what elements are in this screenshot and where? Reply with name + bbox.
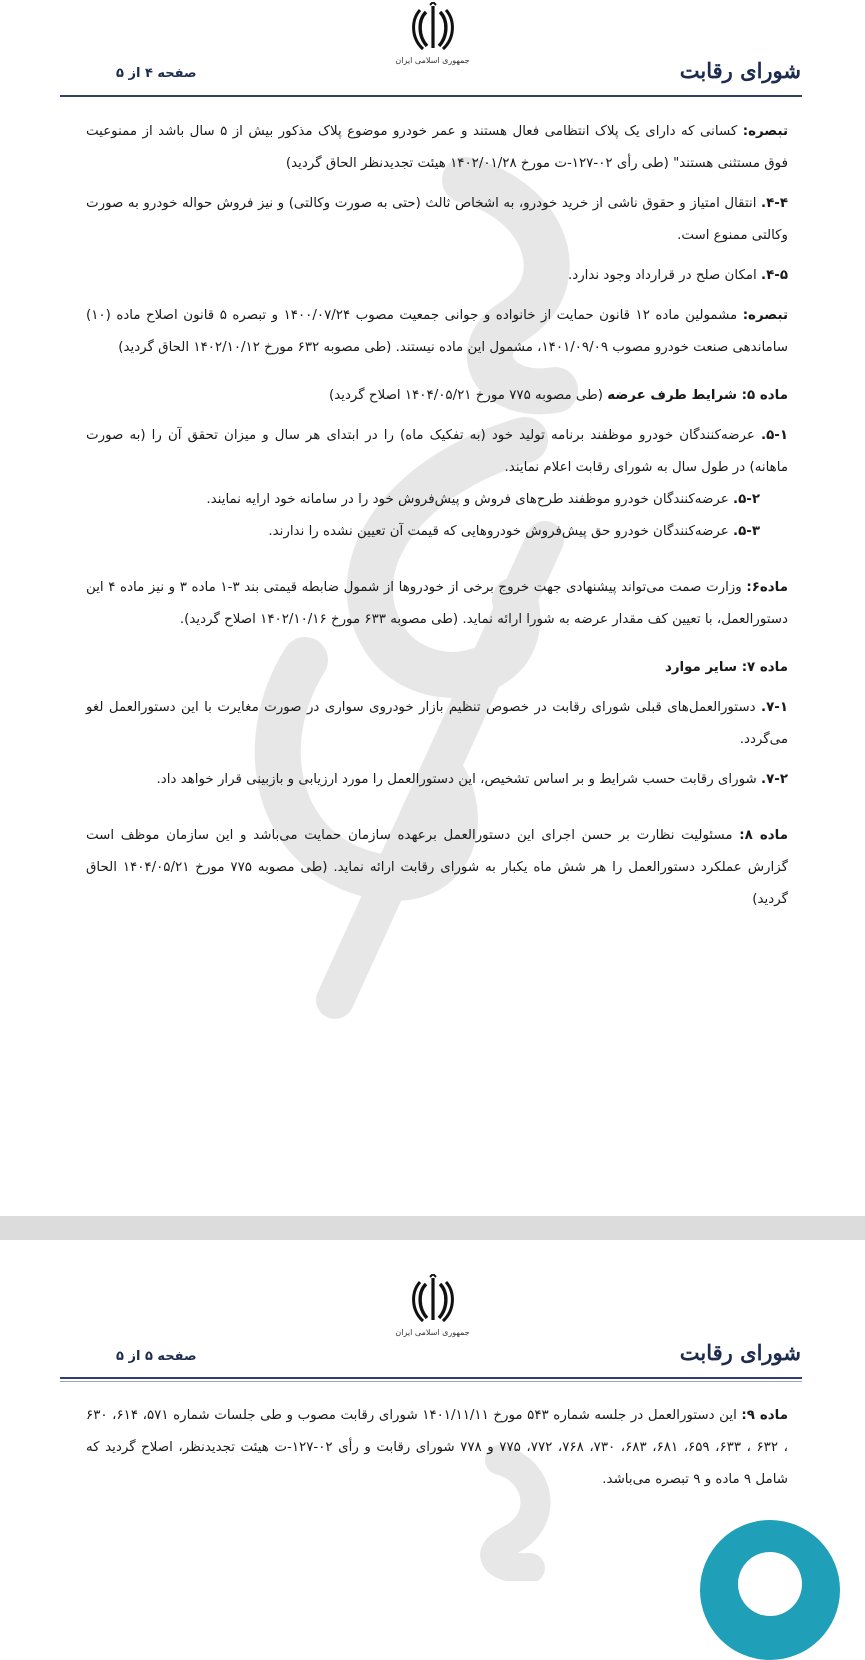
clause-text: عرضه‌کنندگان خودرو موظفند برنامه تولید خود (به تفکیک ماه) را در ابتدای هر سال و میزان تحقق آن را (به صورت ماهانه) در طول سال به شورای رقابت اعلام نمایند. — [86, 428, 788, 475]
article-title: ماده ۸: — [739, 828, 788, 843]
clause-text: عرضه‌کنندگان خودرو حق پیش‌فروش خودروهایی که قیمت آن تعیین نشده را ندارند. — [268, 524, 733, 539]
clause-number: ۵-۲. — [733, 492, 760, 507]
page-number: صفحه ۵ از ۵ — [116, 1349, 197, 1364]
clause-text: امکان صلح در قرارداد وجود ندارد. — [567, 268, 761, 283]
iran-emblem-icon — [410, 1274, 456, 1326]
iran-emblem-icon — [410, 2, 456, 54]
page-separator — [0, 1216, 865, 1240]
note-label: تبصره: — [742, 308, 788, 323]
page-number: صفحه ۴ از ۵ — [116, 66, 197, 81]
org-title: شورای رقابت — [679, 58, 801, 83]
clause-number: ۴-۵. — [761, 268, 788, 283]
emblem — [373, 2, 493, 65]
clause-5-1 — [86, 420, 788, 484]
clause-number: ۷-۱. — [761, 700, 788, 715]
clause-text: انتقال امتیاز و حقوق ناشی از خرید خودرو، به اشخاص ثالث (حتی به صورت وکالتی) و نیز فروش حواله خودرو به صورت وکالتی ممنوع است. — [86, 196, 788, 243]
article-note: (طی مصوبه ۷۷۵ مورخ ۱۴۰۴/۰۵/۲۱ اصلاح گردید) — [328, 388, 608, 403]
note-text: مشمولین ماده ۱۲ قانون حمایت از خانواده و جوانی جمعیت مصوب ۱۴۰۰/۰۷/۲۴ و تبصره ۵ قانون اصلاح ماده (۱۰) ساماندهی صنعت خودرو مصوب ۱۴۰۱/۰۹/۰۹، مشمول این ماده نیستند. (طی مصوبه ۶۳۲ مورخ ۱۴۰۲/۱۰/۱۲ الحاق گردید) — [86, 308, 788, 355]
article-text: وزارت صمت می‌تواند پیشنهادی جهت خروج برخی از خودروها از شمول ضابطه قیمتی بند ۳-۱ ماده ۳ و نیز ماده ۴ این دستورالعمل، با تعیین کف مقدار عرضه به شورا ارائه نماید. (طی مصوبه ۶۳۳ مورخ ۱۴۰۲/۱۰/۱۶ اصلاح گردید). — [86, 580, 788, 627]
clause-7-2 — [86, 764, 788, 796]
article-9 — [86, 1400, 788, 1496]
header-rule — [60, 95, 802, 97]
clause-text: شورای رقابت حسب شرایط و بر اساس تشخیص، این دستورالعمل را مورد ارزیابی و بازبینی قرار خواهد داد. — [156, 772, 761, 787]
header-rule-thin — [60, 1381, 802, 1382]
note-text: کسانی که دارای یک پلاک انتظامی فعال هستند و عمر خودرو موضوع پلاک مذکور بیش از ۵ سال باشد از ممنوعیت فوق مستثنی هستند" (طی رأی ۰۲-۱۲۷-ت مورخ ۱۴۰۲/۰۱/۲۸ هیئت تجدیدنظر الحاق گردید) — [86, 124, 788, 171]
clause-7-1 — [86, 692, 788, 756]
page-content — [86, 116, 788, 916]
article-8 — [86, 820, 788, 916]
article-text: مسئولیت نظارت بر حسن اجرای این دستورالعمل برعهده سازمان حمایت می‌باشد و این سازمان موظف است گزارش عملکرد دستورالعمل را هر شش ماه یکبار به شورای رقابت ارائه نماید. (طی مصوبه ۷۷۵ مورخ ۱۴۰۴/۰۵/۲۱ الحاق گردید) — [86, 828, 788, 907]
article-7-heading: ماده ۷: سایر موارد — [664, 660, 788, 675]
clause-number: ۵-۳. — [733, 524, 760, 539]
note-2 — [86, 300, 788, 364]
note-label: تبصره: — [742, 124, 788, 139]
clause-text: عرضه‌کنندگان خودرو موظفند طرح‌های فروش و پیش‌فروش خود را در سامانه خود ارایه نمایند. — [206, 492, 733, 507]
clause-number: ۴-۴. — [761, 196, 788, 211]
article-title: ماده۶: — [746, 580, 788, 595]
emblem-caption: جمهوری اسلامی ایران — [395, 56, 470, 65]
article-title: ماده ۵: شرایط طرف عرضه — [607, 388, 788, 403]
note-1 — [86, 116, 788, 180]
clause-number: ۷-۲. — [761, 772, 788, 787]
article-text: این دستورالعمل در جلسه شماره ۵۴۳ مورخ ۱۴۰۱/۱۱/۱۱ شورای رقابت مصوب و طی جلسات شماره ۵۷۱، ۶۱۴، ۶۳۰ ، ۶۳۲ ، ۶۳۳، ۶۵۹، ۶۸۱، ۶۸۳، ۷۳۰، ۷۶۸، ۷۷۲، ۷۷۵ و ۷۷۸ شورای رقابت و رأی ۰۲-۱۲۷-ت هیئت تجدیدنظر، اصلاح گردید که شامل ۹ ماده و ۹ تبصره می‌باشد. — [86, 1408, 788, 1487]
article-title: ماده ۹: — [741, 1408, 788, 1423]
org-title: شورای رقابت — [679, 1340, 801, 1365]
article-6 — [86, 572, 788, 636]
page-content — [86, 1400, 788, 1496]
floating-button-icon — [738, 1552, 802, 1616]
emblem-caption: جمهوری اسلامی ایران — [395, 1328, 470, 1337]
clause-5-3 — [86, 516, 788, 548]
article-5-heading — [86, 380, 788, 412]
clause-4-4 — [86, 188, 788, 252]
clause-number: ۵-۱. — [761, 428, 788, 443]
emblem — [373, 1274, 493, 1337]
clause-5-2 — [86, 484, 788, 516]
header-rule — [60, 1377, 802, 1379]
clause-text: دستورالعمل‌های قبلی شورای رقابت در خصوص تنظیم بازار خودروی سواری در صورت مغایرت با این دستورالعمل لغو می‌گردد. — [86, 700, 788, 747]
clause-4-5 — [86, 260, 788, 292]
